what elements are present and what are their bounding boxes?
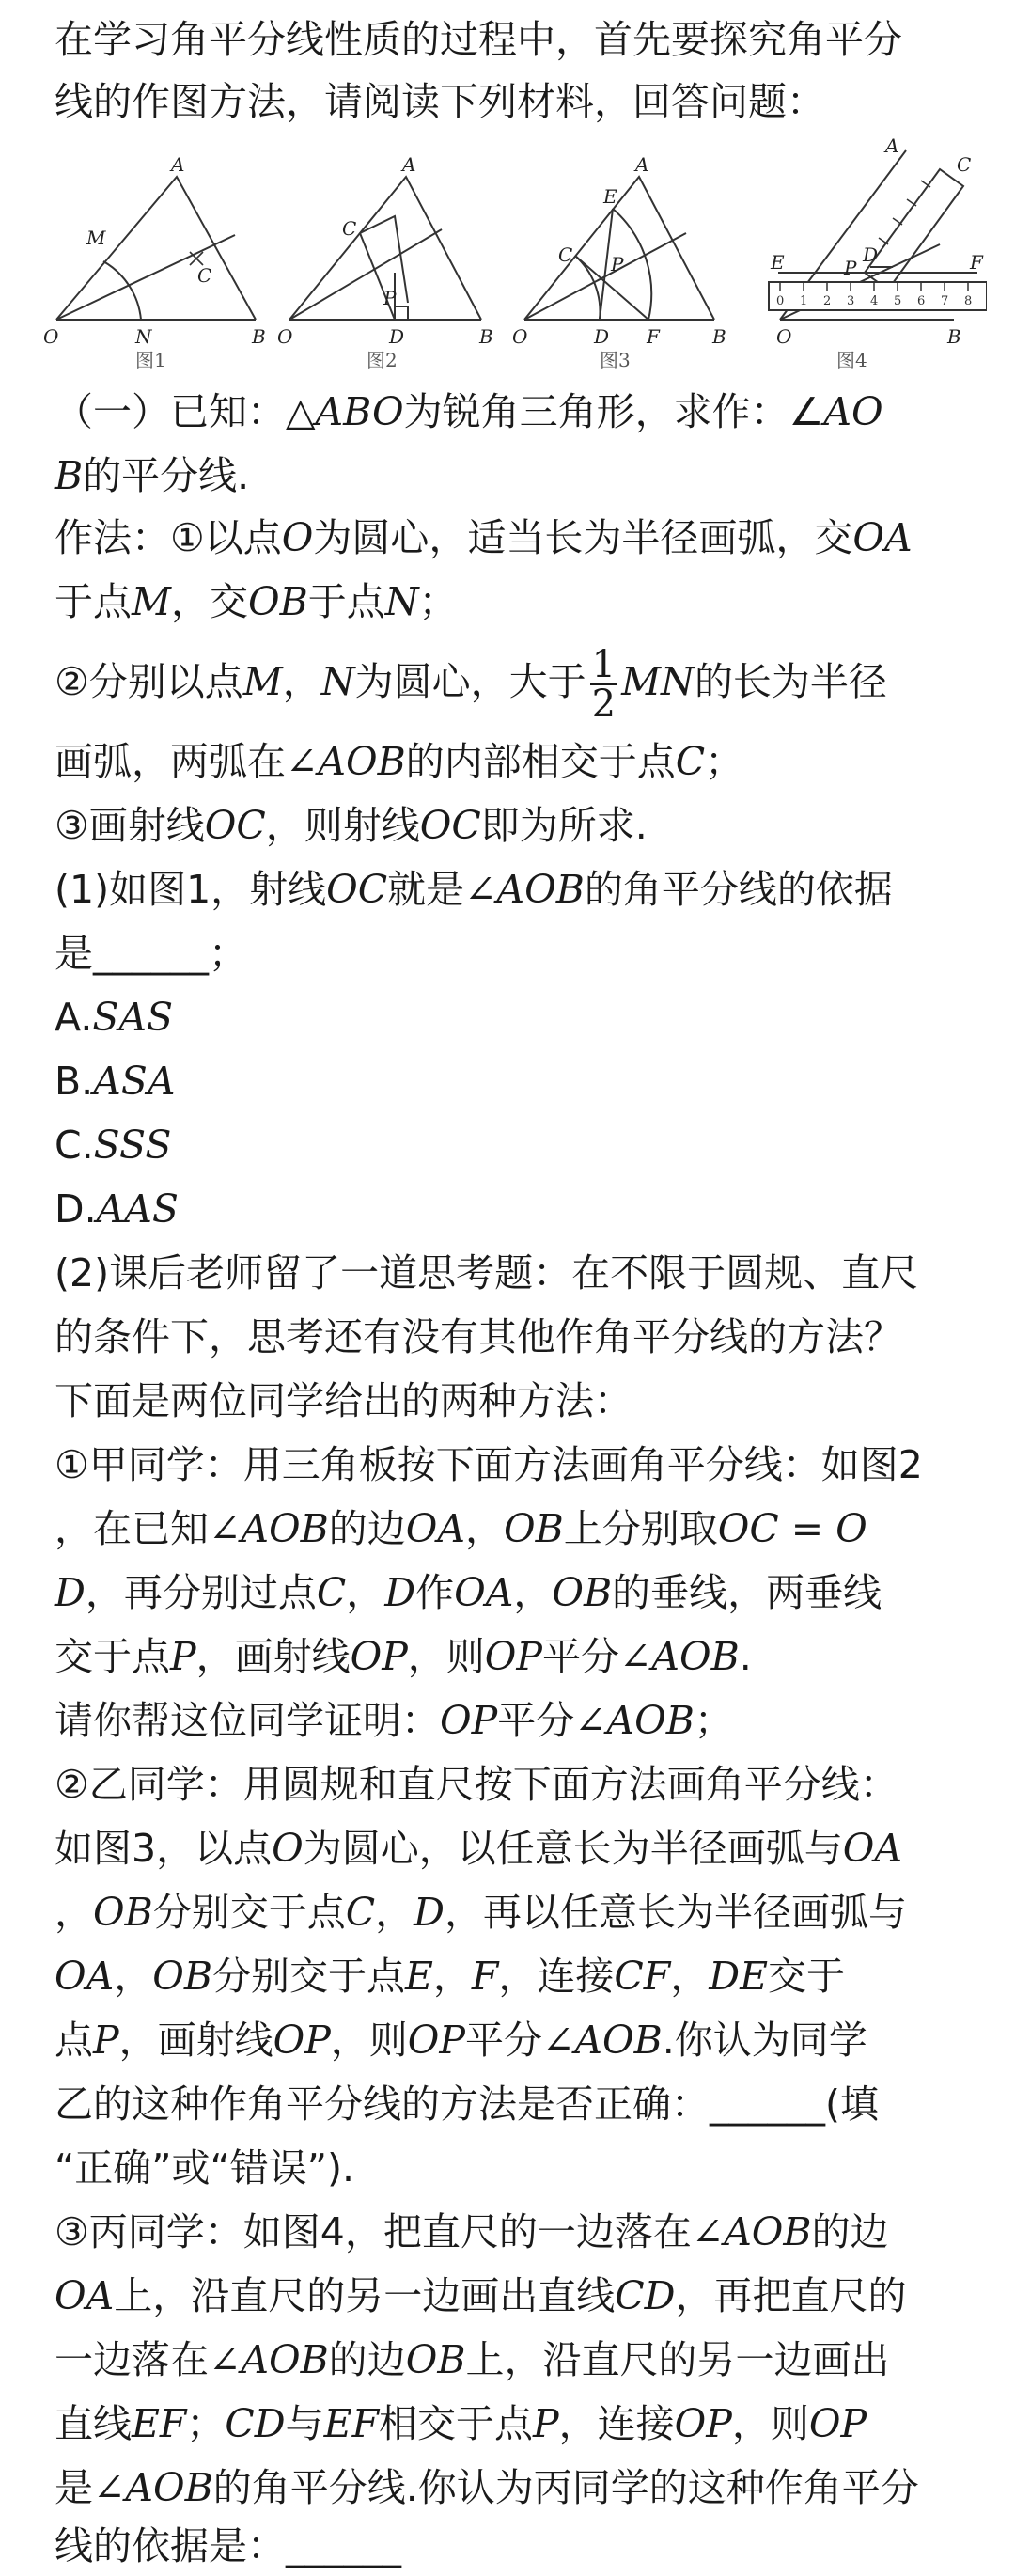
option-a: A.SAS [55,995,174,1040]
svg-text:P: P [611,253,624,275]
svg-text:C: C [342,217,357,240]
bing-line-5: 是∠AOB的角平分线.你认为丙同学的这种作角平分 [55,2465,919,2510]
fraction-half: $\frac{1}{2}$ [591,643,617,726]
svg-text:7: 7 [941,294,949,308]
svg-text:O: O [277,325,293,348]
intro-line-2: 线的作图方法，请阅读下列材料，回答问题： [55,79,825,124]
prove-line: 请你帮这位同学证明：OP平分∠AOB； [55,1698,733,1743]
svg-text:F: F [647,325,660,348]
yi-line-1: ②乙同学：用圆规和直尺按下面方法画角平分线： [55,1762,898,1807]
svg-text:C: C [197,264,212,287]
svg-text:A: A [402,153,416,176]
svg-text:A: A [635,153,649,176]
svg-text:P: P [844,257,857,279]
svg-text:O: O [776,325,792,348]
intro-line-1: 在学习角平分线性质的过程中，首先要探究角平分 [55,17,902,62]
svg-text:A: A [171,153,185,176]
method-line-2: 于点M，交OB于点N； [55,579,458,624]
method-line-5: ③画射线OC，则射线OC即为所求. [55,803,648,848]
svg-text:D: D [389,325,405,348]
jia-line-4: 交于点P，画射线OP，则OP平分∠AOB. [55,1634,752,1679]
svg-text:2: 2 [823,294,832,308]
svg-text:N: N [135,325,152,348]
svg-text:3: 3 [847,294,855,308]
svg-text:D: D [594,325,610,348]
ruler-numbers [776,294,972,308]
given-line-1: （一）已知：△ABO为锐角三角形，求作：∠AO [55,389,883,434]
svg-text:1: 1 [800,294,808,308]
svg-text:B: B [947,325,961,348]
yi-line-3: ，OB分别交于点C，D，再以任意长为半径画弧与 [55,1890,907,1935]
bing-line-1: ③丙同学：如图4，把直尺的一边落在∠AOB的边 [55,2209,889,2254]
bing-line-6: 线的依据是：______ [55,2523,401,2568]
svg-text:E: E [771,251,785,274]
yi-line-6: 乙的这种作角平分线的方法是否正确：______(填 [55,2081,879,2127]
svg-text:B: B [712,325,726,348]
svg-text:D: D [863,243,879,266]
q2-line-1: (2)课后老师留了一道思考题：在不限于圆规、直尺 [55,1250,919,1296]
figure-captions [135,349,867,371]
svg-text:图4: 图4 [836,349,867,371]
svg-text:O: O [512,325,528,348]
method-line-3: ②分别以点M，N为圆心，大于 $\frac{1}{2}$ MN的长为半径 [55,643,887,726]
yi-line-5: 点P，画射线OP，则OP平分∠AOB.你认为同学 [55,2018,867,2063]
q1-answer-blank: ______ [93,931,209,976]
option-c: C.SSS [55,1123,172,1168]
svg-text:图3: 图3 [600,349,631,371]
svg-text:F: F [970,251,983,274]
figures-svg [38,132,987,376]
yi-line-7: “正确”或“错误”). [55,2145,354,2191]
bing-line-4: 直线EF；CD与EF相交于点P，连接OP，则OP [55,2401,867,2446]
svg-text:8: 8 [964,294,973,308]
svg-text:M: M [86,227,106,249]
q2-line-2: 的条件下，思考还有没有其他作角平分线的方法？ [55,1314,902,1359]
method-line-1: 作法：①以点O为圆心，适当长为半径画弧，交OA [55,515,913,560]
svg-text:B: B [479,325,493,348]
figures-row [38,132,987,376]
svg-text:P: P [383,287,397,309]
q1-line-2: 是______； [55,931,247,976]
svg-text:O: O [43,325,59,348]
svg-text:E: E [603,185,617,208]
yi-answer-blank: ______ [710,2081,825,2127]
method-line-4: 画弧，两弧在∠AOB的内部相交于点C； [55,739,744,784]
option-b: B.ASA [55,1059,176,1104]
svg-text:0: 0 [776,294,785,308]
svg-text:C: C [558,243,573,266]
svg-text:4: 4 [870,294,879,308]
svg-text:A: A [885,134,899,157]
figure-labels [43,134,984,348]
q1-line-1: (1)如图1，射线OC就是∠AOB的角平分线的依据 [55,867,893,912]
svg-text:B: B [252,325,266,348]
svg-text:C: C [957,153,972,176]
jia-line-1: ①甲同学：用三角板按下面方法画角平分线：如图2 [55,1442,923,1487]
figure-3 [524,177,714,320]
svg-text:6: 6 [917,294,926,308]
yi-line-4: OA，OB分别交于点E，F，连接CF，DE交于 [55,1954,846,1999]
given-line-2: B的平分线. [55,453,250,498]
yi-line-2: 如图3，以点O为圆心，以任意长为半径画弧与OA [55,1826,902,1871]
jia-line-3: D，再分别过点C，D作OA，OB的垂线，两垂线 [55,1570,882,1615]
bing-line-3: 一边落在∠AOB的边OB上，沿直尺的另一边画出 [55,2337,890,2382]
svg-text:图2: 图2 [367,349,398,371]
q2-line-3: 下面是两位同学给出的两种方法： [55,1378,632,1423]
bing-answer-blank: ______ [286,2523,401,2568]
jia-line-2: ，在已知∠AOB的边OA，OB上分别取OC = O [55,1506,867,1551]
svg-text:图1: 图1 [135,349,166,371]
svg-text:5: 5 [894,294,902,308]
option-d: D.AAS [55,1186,179,1232]
bing-line-2: OA上，沿直尺的另一边画出直线CD，再把直尺的 [55,2273,907,2318]
